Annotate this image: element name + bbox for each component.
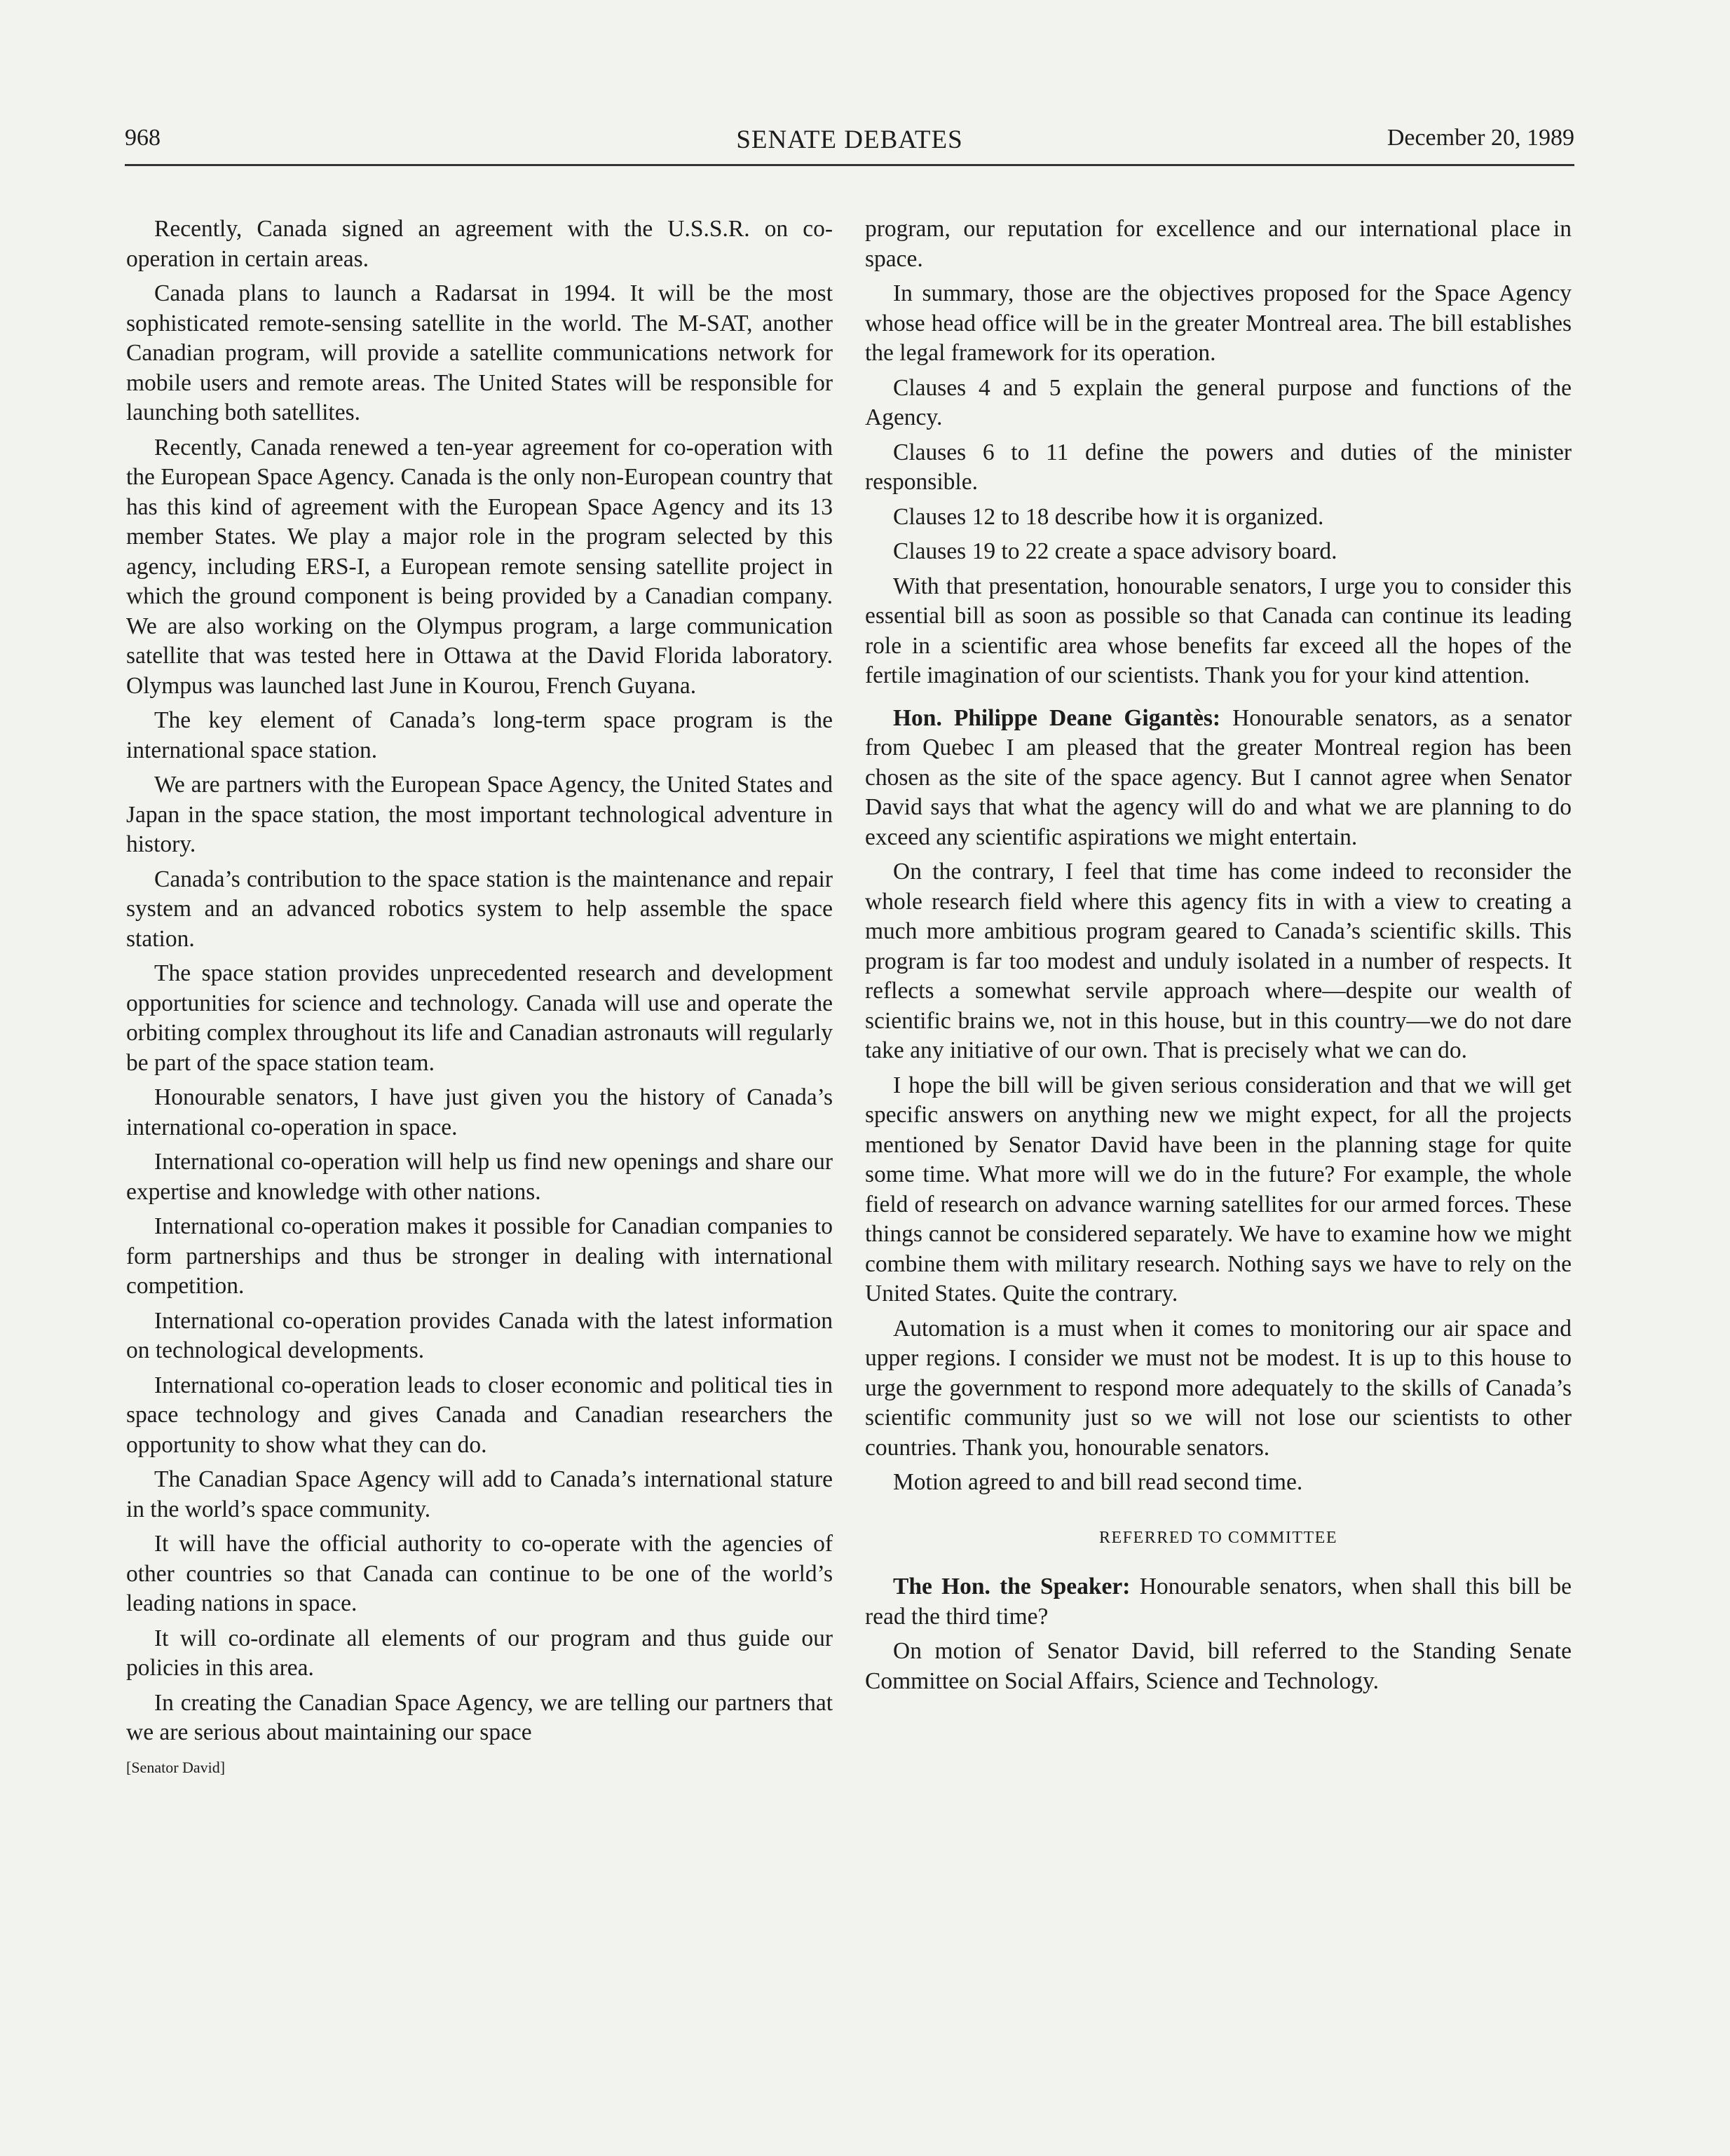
paragraph: Clauses 12 to 18 describe how it is organized. xyxy=(893,503,1324,530)
paragraph: In summary, those are the objectives proposed for the Space Agency whose head office will be in the greater Montreal area. The bill establishes the legal framework for its operation. xyxy=(865,280,1572,366)
header-rule xyxy=(125,164,1574,166)
paragraph: Canada’s contribution to the space station is the maintenance and repair system and an advanced robotics system to help assemble the space station. xyxy=(126,866,833,952)
paragraph: On motion of Senator David, bill referred to the Standing Senate Committee on Social Affairs, Science and Technology. xyxy=(865,1638,1572,1694)
paragraph: Honourable senators, I have just given you the history of Canada’s international co-operation in space. xyxy=(126,1084,833,1140)
motion-result: Motion agreed to and bill read second time. xyxy=(893,1469,1303,1495)
paragraph: Clauses 6 to 11 define the powers and duties of the minister responsible. xyxy=(865,439,1572,495)
speech-text: Honourable senators, when shall this bill be read the third time? xyxy=(865,1574,1572,1630)
left-column xyxy=(126,214,833,1782)
speech-gigantes xyxy=(865,704,1572,853)
publication-title: SENATE DEBATES xyxy=(736,125,963,154)
paragraph: It will co-ordinate all elements of our program and thus guide our policies in this area. xyxy=(126,1625,833,1681)
paragraph: In creating the Canadian Space Agency, we are telling our partners that we are serious about maintaining our space xyxy=(126,1689,833,1745)
section-heading: REFERRED TO COMMITTEE xyxy=(1099,1528,1337,1547)
sitting-date: December 20, 1989 xyxy=(1387,125,1574,151)
paragraph: We are partners with the European Space Agency, the United States and Japan in the space station, the most important technological adventure in history. xyxy=(126,772,833,857)
paragraph: International co-operation provides Canada with the latest information on technological developments. xyxy=(126,1307,833,1363)
paragraph: Clauses 19 to 22 create a space advisory board. xyxy=(893,538,1337,564)
paragraph: With that presentation, honourable senators, I urge you to consider this essential bill as soon as possible so that Canada can continue its leading role in a scientific area whose benefits far exceed all the hopes of the fertile imagination of our scientists. Thank you for your kind attention. xyxy=(865,573,1572,688)
speech-speaker xyxy=(865,1572,1572,1632)
speaker-name: The Hon. the Speaker: xyxy=(893,1574,1131,1599)
paragraph: On the contrary, I feel that time has come indeed to reconsider the whole research field where this agency fits in with a view to creating a much more ambitious program geared to Canada’s scientific skills. This program is far too modest and unduly isolated in a number of respects. It reflects a somewhat servile approach where—despite our wealth of scientific brains we, not in this house, but in this country—we do not dare take any initiative of our own. That is precisely what we can do. xyxy=(865,859,1572,1063)
speaker-attribution: [Senator David] xyxy=(126,1758,226,1776)
speech-text: Honourable senators, as a senator from Quebec I am pleased that the greater Montreal region has been chosen as the site of the space agency. But I cannot agree when Senator David says that what the agency will do and what we are planning to do exceed any scientific aspirations we might entertain. xyxy=(865,704,1572,850)
speaker-name: Hon. Philippe Deane Gigantès: xyxy=(893,704,1221,731)
paragraph: International co-operation leads to closer economic and political ties in space technology and gives Canada and Canadian researchers the opportunity to show what they can do. xyxy=(126,1372,833,1458)
paragraph-continuation: program, our reputation for excellence and our international place in space. xyxy=(865,216,1572,272)
paragraph: The key element of Canada’s long-term space program is the international space station. xyxy=(126,707,833,763)
paragraph: Recently, Canada renewed a ten-year agreement for co-operation with the European Space Agency. Canada is the only non-European country that has this kind of agreement with the European Space Agency and its 13 member States. We play a major role in the program selected by this agency, including ERS-I, a European remote sensing satellite project in which the ground component is being provided by a Canadian company. We are also working on the Olympus program, a large communication satellite that was tested here in Ottawa at the David Florida laboratory. Olympus was launched last June in Kourou, French Guyana. xyxy=(126,434,833,699)
paragraph: International co-operation makes it possible for Canadian companies to form partnerships and thus be stronger in dealing with international competition. xyxy=(126,1213,833,1299)
paragraph: Clauses 4 and 5 explain the general purpose and functions of the Agency. xyxy=(865,374,1572,430)
paragraph: Canada plans to launch a Radarsat in 1994. It will be the most sophisticated remote-sensing satellite in the world. The M-SAT, another Canadian program, will provide a satellite communications network for mobile users and remote areas. The United States will be responsible for launching both satellites. xyxy=(126,280,833,425)
paragraph: International co-operation will help us find new openings and share our expertise and knowledge with other nations. xyxy=(126,1149,833,1205)
paragraph: I hope the bill will be given serious consideration and that we will get specific answers on anything new we might expect, for all the projects mentioned by Senator David have been in the planning stage for quite some time. What more will we do in the future? For example, the whole field of research on advance warning satellites for our armed forces. These things cannot be considered separately. We have to examine how we might combine them with military research. Nothing says we have to rely on the United States. Quite the contrary. xyxy=(865,1072,1572,1306)
paragraph: The space station provides unprecedented research and development opportunities for science and technology. Canada will use and operate the orbiting complex throughout its life and Canadian astronauts will regularly be part of the space station team. xyxy=(126,960,833,1076)
paragraph: It will have the official authority to co-operate with the agencies of other countries so that Canada can continue to be one of the world’s leading nations in space. xyxy=(126,1531,833,1616)
paragraph: The Canadian Space Agency will add to Canada’s international stature in the world’s space community. xyxy=(126,1466,833,1522)
page-number: 968 xyxy=(125,125,161,151)
paragraph: Automation is a must when it comes to monitoring our air space and upper regions. I consider we must not be modest. It is up to this house to urge the government to respond more adequately to the skills of Canada’s scientific community just so we will not lose our scientists to other countries. Thank you, honourable senators. xyxy=(865,1315,1572,1461)
paragraph: Recently, Canada signed an agreement with the U.S.S.R. on co-operation in certain areas. xyxy=(126,216,833,272)
right-column xyxy=(865,214,1572,1701)
page-header xyxy=(125,125,1574,167)
